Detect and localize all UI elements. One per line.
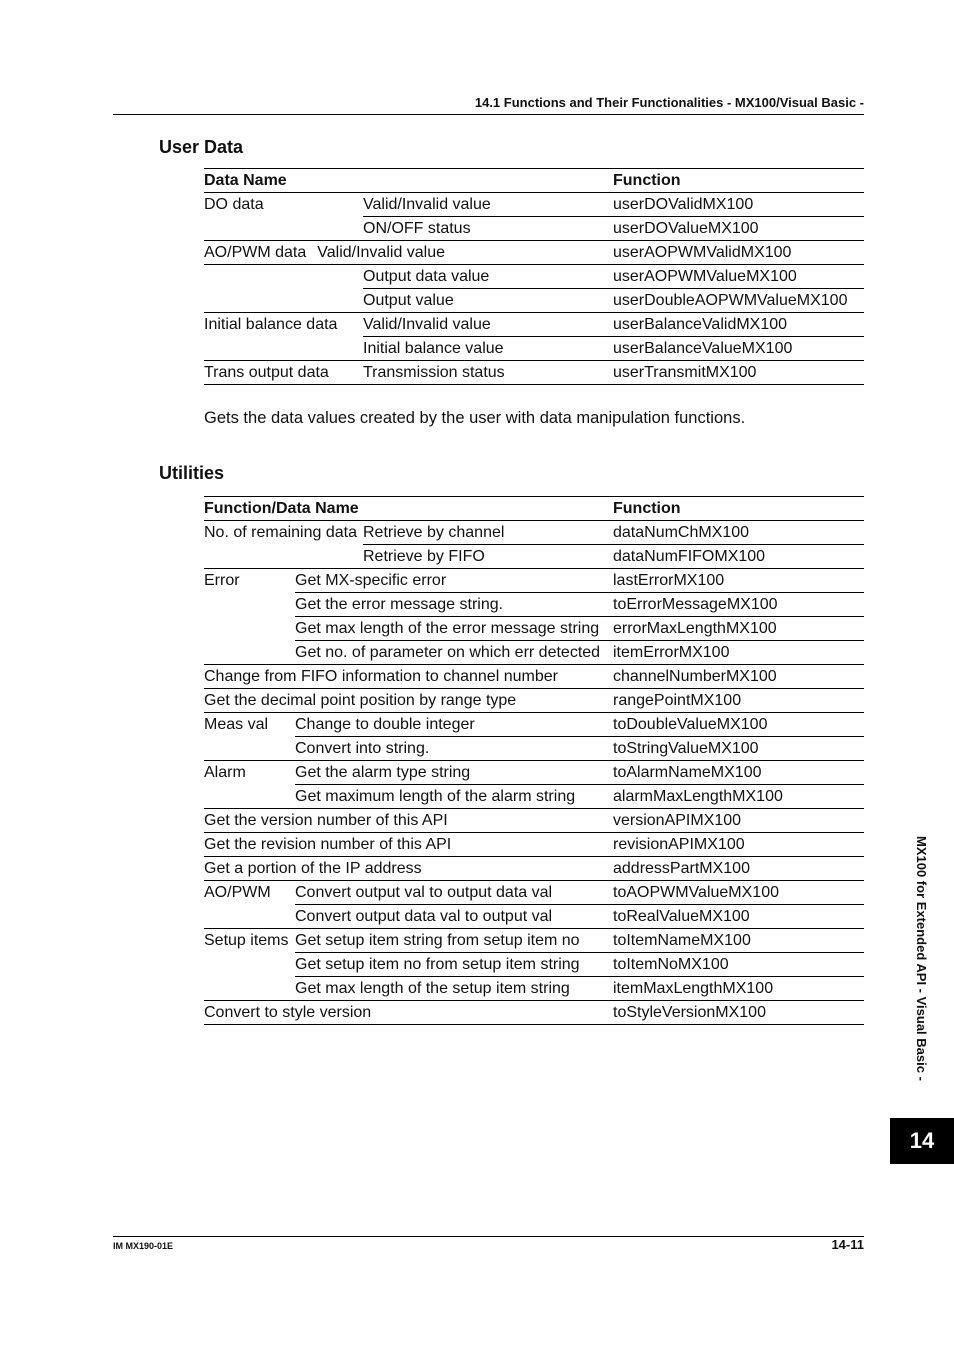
row-group-label [204,265,363,289]
footer-page-number: 14-11 [831,1237,864,1252]
row-item-label: Valid/Invalid value [363,313,613,337]
row-item-label: Get maximum length of the alarm string [295,785,613,809]
table-row [204,241,864,265]
row-item-label: Output value [363,289,613,313]
row-function-name: toErrorMessageMX100 [613,593,864,617]
table-row [204,217,864,241]
table-row [204,761,864,785]
table-row [204,641,864,665]
row-group-label [204,593,295,617]
row-item-label: Transmission status [363,361,613,385]
row-item-label: Convert output data val to output val [295,905,613,929]
row-function-name: toDoubleValueMX100 [613,713,864,737]
table-row [204,313,864,337]
row-item-label: Get the error message string. [295,593,613,617]
row-item-label: Convert output val to output data val [295,881,613,905]
table-row [204,857,864,881]
row-group-label: Error [204,572,240,590]
row-group-label: AO/PWM [204,884,271,902]
row-function-name: itemErrorMX100 [613,641,864,665]
table-row [204,593,864,617]
row-function-name: revisionAPIMX100 [613,833,864,857]
row-item-label: Get setup item string from setup item no [295,929,613,953]
table-row [204,289,864,313]
column-header-function-data-name: Function/Data Name [204,497,613,521]
row-group-label [204,905,295,929]
row-function-name: errorMaxLengthMX100 [613,617,864,641]
row-item-label: Valid/Invalid value [363,193,613,217]
row-group-label: Get the decimal point position by range type [204,689,613,713]
row-item-label: Initial balance value [363,337,613,361]
row-item-label: Get max length of the error message string [295,617,613,641]
table-row [204,545,864,569]
row-function-name: channelNumberMX100 [613,665,864,689]
row-group-label: Alarm [204,764,246,782]
row-function-name: userAOPWMValidMX100 [613,241,864,265]
row-group-label [204,337,363,361]
row-item-label: Get the alarm type string [295,761,613,785]
row-function-name: toItemNameMX100 [613,929,864,953]
row-item-label: Get setup item no from setup item string [295,953,613,977]
section-title-utilities: Utilities [159,463,225,483]
table-row [204,1001,864,1025]
row-function-name: userDOValidMX100 [613,193,864,217]
row-function-name: rangePointMX100 [613,689,864,713]
row-item-label: Get no. of parameter on which err detected [295,641,613,665]
row-group-label: Initial balance data [204,316,338,334]
table-header-row [204,169,864,193]
table-row [204,361,864,385]
chapter-number: 14 [909,1128,935,1153]
section-title-user-data: User Data [159,137,244,157]
table-row [204,665,864,689]
row-function-name: userTransmitMX100 [613,361,864,385]
table-row [204,689,864,713]
row-function-name: versionAPIMX100 [613,809,864,833]
row-group-label: Get the version number of this API [204,809,613,833]
row-function-name: toStyleVersionMX100 [613,1001,864,1025]
row-item-label: Get max length of the setup item string [295,977,613,1001]
row-function-name: toRealValueMX100 [613,905,864,929]
row-group-label: Change from FIFO information to channel number [204,665,613,689]
row-function-name: userBalanceValidMX100 [613,313,864,337]
row-group-label [204,545,363,569]
table-row [204,833,864,857]
chapter-side-label: MX100 for Extended API - Visual Basic - [914,836,929,1081]
table-row [204,977,864,1001]
row-group-label: Trans output data [204,361,363,385]
row-group-label [204,977,295,1001]
table-row [204,713,864,737]
table-header-row [204,497,864,521]
row-group-label: Get the revision number of this API [204,833,613,857]
row-item-label: Get MX-specific error [295,569,613,593]
user-data-description: Gets the data values created by the user with data manipulation functions. [204,409,746,427]
row-function-name: userBalanceValueMX100 [613,337,864,361]
row-function-name: userDoubleAOPWMValueMX100 [613,289,864,313]
row-function-name: toStringValueMX100 [613,737,864,761]
row-group-item-label [204,241,613,265]
footer-doc-id: IM MX190-01E [113,1241,174,1251]
row-item-label: ON/OFF status [363,217,613,241]
table-row [204,881,864,905]
table-row [204,953,864,977]
row-group-label [204,217,363,241]
row-group-label [204,641,295,665]
column-header-function: Function [613,169,864,193]
row-group-label [204,617,295,641]
row-group-label [204,737,295,761]
table-row [204,193,864,217]
row-function-name: toItemNoMX100 [613,953,864,977]
footer-rule [113,1236,864,1237]
row-item-label: Valid/Invalid value [317,244,446,261]
table-row [204,809,864,833]
row-item-label: Retrieve by FIFO [363,545,613,569]
row-function-name: addressPartMX100 [613,857,864,881]
row-group-label: Meas val [204,716,269,734]
table-row [204,617,864,641]
table-row [204,521,864,545]
table-row [204,905,864,929]
row-function-name: dataNumFIFOMX100 [613,545,864,569]
row-function-name: toAlarmNameMX100 [613,761,864,785]
header-title: 14.1 Functions and Their Functionalities - MX100/Visual Basic - [474,95,864,110]
row-group-label: Convert to style version [204,1001,613,1025]
row-function-name: alarmMaxLengthMX100 [613,785,864,809]
table-row [204,929,864,953]
row-group-label: Setup items [204,932,289,950]
chapter-tab [890,1118,954,1164]
row-group-label: Get a portion of the IP address [204,857,613,881]
row-group-label: No. of remaining data [204,524,357,542]
row-function-name: itemMaxLengthMX100 [613,977,864,1001]
row-function-name: dataNumChMX100 [613,521,864,545]
column-header-function: Function [613,497,864,521]
table-row [204,265,864,289]
row-function-name: userDOValueMX100 [613,217,864,241]
row-item-label: Output data value [363,265,613,289]
column-header-data-name: Data Name [204,169,613,193]
row-group-label: DO data [204,196,264,214]
table-row [204,785,864,809]
row-group-label [204,785,295,809]
row-function-name: toAOPWMValueMX100 [613,881,864,905]
table-row [204,569,864,593]
row-function-name: userAOPWMValueMX100 [613,265,864,289]
header-rule [113,114,864,115]
row-item-label: Change to double integer [295,713,613,737]
table-row [204,737,864,761]
utilities-table [204,496,864,1025]
row-function-name: lastErrorMX100 [613,569,864,593]
row-item-label: Retrieve by channel [363,521,613,545]
row-group-label [204,289,363,313]
table-row [204,337,864,361]
row-group-label: AO/PWM data [204,244,307,261]
user-data-table [204,168,864,385]
row-item-label: Convert into string. [295,737,613,761]
row-group-label [204,953,295,977]
